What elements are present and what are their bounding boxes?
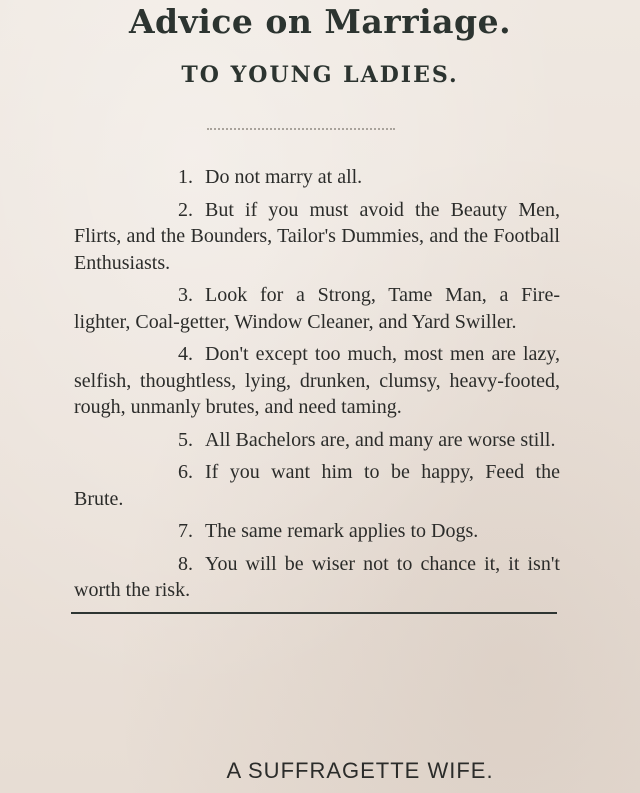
advice-number: 6.	[178, 461, 193, 483]
advice-text: If you want him to be happy, Feed the Brute.	[74, 461, 560, 510]
advice-list	[74, 164, 560, 610]
advice-number: 1.	[178, 166, 193, 188]
advice-text: All Bachelors are, and many are worse still.	[205, 428, 556, 451]
advice-item-5	[74, 427, 560, 454]
advice-item-6	[74, 459, 560, 512]
advice-text: The same remark applies to Dogs.	[205, 520, 479, 542]
advice-item-3	[74, 282, 560, 335]
advice-text: Don't except too much, most men are lazy, selfish, thoughtless, lying, drunken, clumsy, heavy-footed, rough, unmanly brutes, and need taming.	[74, 343, 560, 418]
advice-item-7	[74, 518, 560, 545]
advice-number: 4.	[178, 343, 193, 365]
advice-number: 5.	[178, 428, 193, 451]
advice-number: 2.	[178, 198, 193, 221]
advice-text: Do not marry at all.	[205, 166, 363, 188]
advice-item-1	[74, 164, 560, 191]
section-rule-line	[71, 612, 557, 614]
advice-text: But if you must avoid the Beauty Men, Flirts, and the Bounders, Tailor's Dummies, and the Football Enthusiasts.	[74, 198, 560, 274]
advice-number: 3.	[178, 284, 193, 306]
signature: A SUFFRAGETTE WIFE.	[226, 758, 494, 783]
advice-text: You will be wiser not to chance it, it isn't worth the risk.	[74, 552, 560, 601]
decorative-divider	[207, 128, 395, 130]
advice-number: 7.	[178, 520, 193, 542]
advice-item-2	[74, 197, 560, 277]
advice-number: 8.	[178, 552, 193, 575]
page-title: Advice on Marriage.	[128, 2, 512, 41]
advice-item-8	[74, 551, 560, 604]
advice-text: Look for a Strong, Tame Man, a Fire-lighter, Coal-getter, Window Cleaner, and Yard Swiller.	[74, 284, 560, 333]
page-subtitle: TO YOUNG LADIES.	[181, 62, 459, 88]
advice-item-4	[74, 341, 560, 421]
